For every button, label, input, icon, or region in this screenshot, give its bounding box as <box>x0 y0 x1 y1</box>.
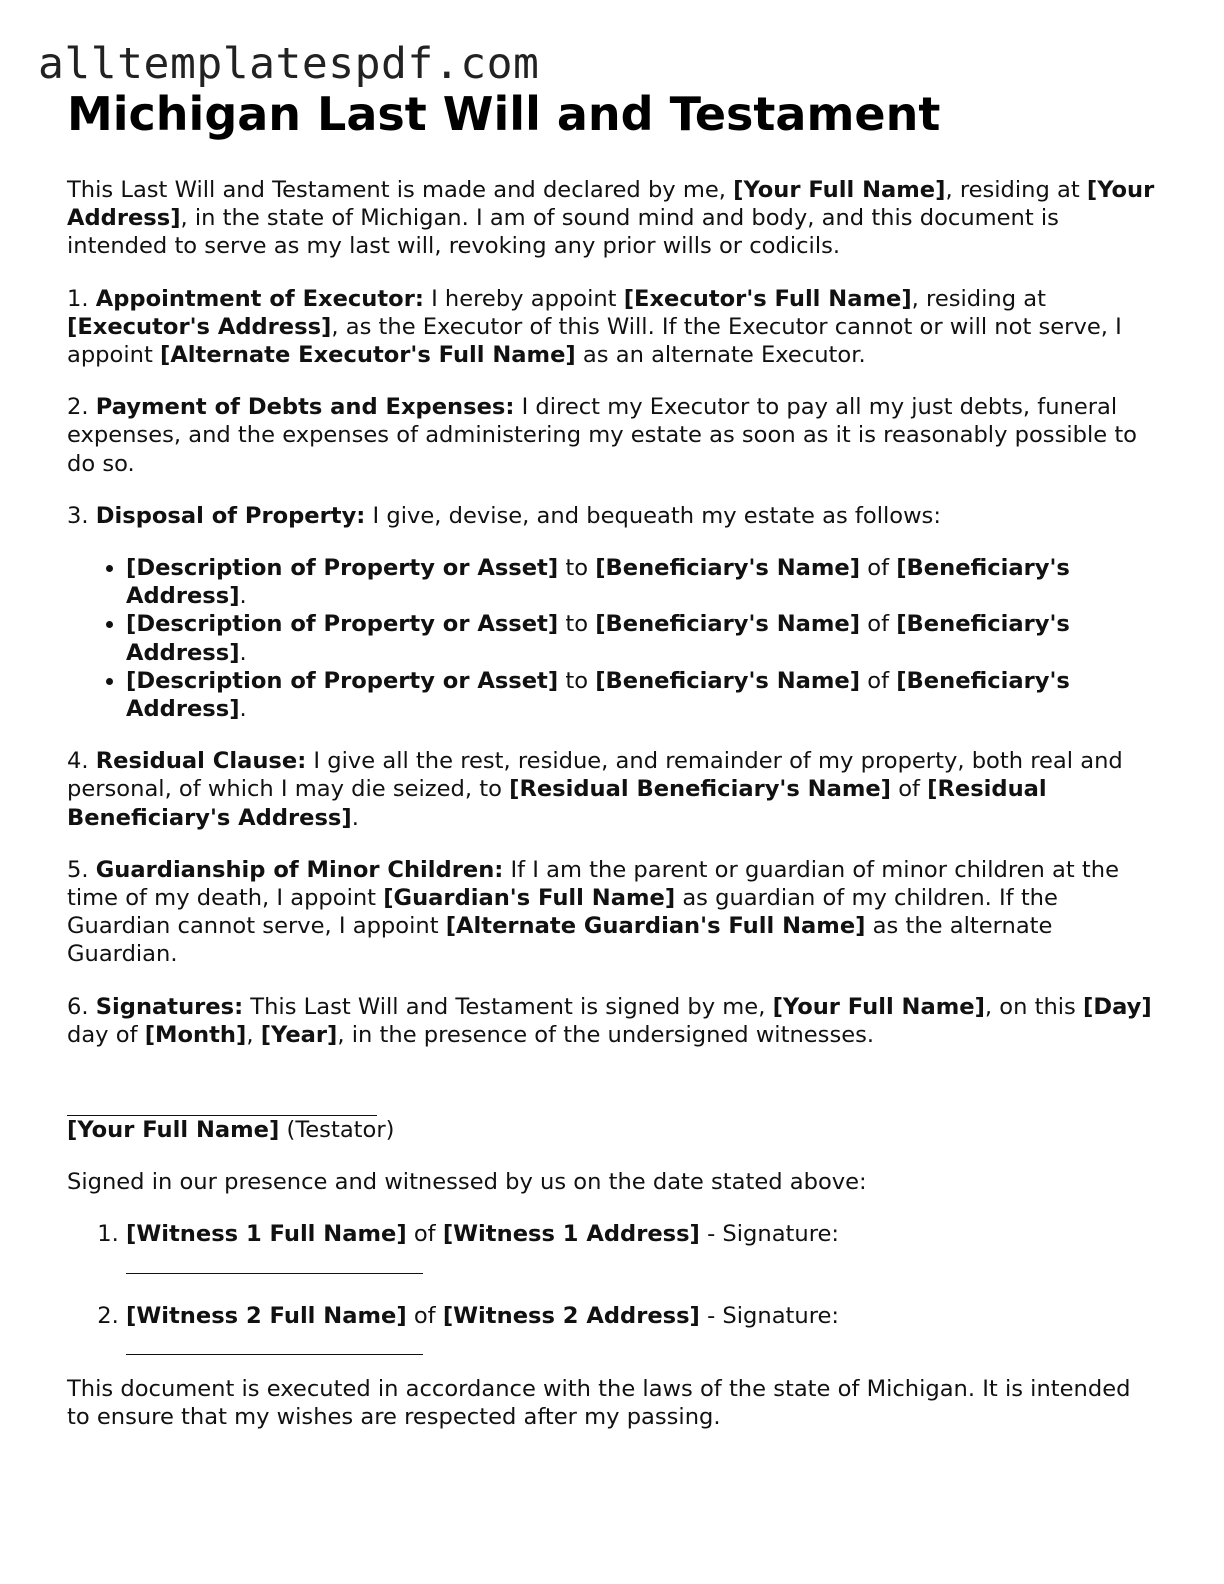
section-guardianship: 5. Guardianship of Minor Children: If I am the parent or guardian of minor children at the time of my death, I appoint [Guardian's Full Name] as guardian of my children. If the Guardian cannot serve, I appoint [Alternate Guardian's Full Name] as the alternate Guardian. <box>67 856 1119 968</box>
beneficiary-address-field: [Beneficiary's Address] <box>126 611 1070 666</box>
beneficiary-address-field: [Beneficiary's Address] <box>126 555 1070 610</box>
alternate-guardian-field: [Alternate Guardian's Full Name] <box>445 913 866 940</box>
witness-list <box>67 1220 1157 1354</box>
witness-name-field: [Witness 2 Full Name] <box>126 1302 407 1329</box>
watermark: alltemplatespdf.com <box>38 39 540 89</box>
testator-name-field: [Your Full Name] <box>733 177 946 203</box>
guardian-name-field: [Guardian's Full Name] <box>383 885 676 912</box>
section-executor: 1. Appointment of Executor: I hereby appoint [Executor's Full Name], residing at [Executor's Address], as the Executor of this Will. If the Executor cannot or will not serve, I appoint [Alternate Executor's Full Name] as an alternate Executor. <box>67 285 1122 369</box>
executor-name-field: [Executor's Full Name] <box>623 285 912 312</box>
bequest-item: • [Description of Property or Asset] to [Beneficiary's Name] of [Beneficiary's Address]. <box>126 554 1157 610</box>
witness-address-field: [Witness 2 Address] <box>442 1302 700 1329</box>
witness-intro: Signed in our presence and witnessed by us on the date stated above: <box>67 1169 867 1196</box>
testator-name-field: [Your Full Name] <box>67 1117 280 1144</box>
section-heading: Guardianship of Minor Children: <box>95 856 504 883</box>
section-residual: 4. Residual Clause: I give all the rest, residue, and remainder of my property, both real and personal, of which I may die seized, to [Residual Beneficiary's Name] of [Residual Beneficiary's Address]. <box>67 748 1123 831</box>
beneficiary-name-field: [Beneficiary's Name] <box>595 555 861 582</box>
closing-paragraph: This document is executed in accordance with the laws of the state of Michigan. It is intended to ensure that my wishes are respected after my passing. <box>67 1375 1131 1431</box>
executor-address-field: [Executor's Address] <box>67 313 332 340</box>
bequest-item: • [Description of Property or Asset] to [Beneficiary's Name] of [Beneficiary's Address]. <box>126 667 1157 723</box>
intro-paragraph: This Last Will and Testament is made and declared by me, [Your Full Name], residing at [Your Address], in the state of Michigan. I am of sound mind and body, and this document is intended to serve as my last will, revoking any prior wills or codicils. <box>67 177 1155 260</box>
beneficiary-name-field: [Beneficiary's Name] <box>595 667 861 694</box>
beneficiary-address-field: [Beneficiary's Address] <box>126 667 1070 723</box>
witness-item: 1. [Witness 1 Full Name] of [Witness 1 Address] - Signature: <box>126 1220 1157 1273</box>
alternate-executor-field: [Alternate Executor's Full Name] <box>160 342 576 369</box>
testator-signature-line[interactable] <box>67 1087 377 1116</box>
bequest-item: • [Description of Property or Asset] to [Beneficiary's Name] of [Beneficiary's Address]. <box>126 610 1157 666</box>
beneficiary-name-field: [Beneficiary's Name] <box>595 611 861 638</box>
property-description-field: [Description of Property or Asset] <box>126 667 559 694</box>
witness-signature-line[interactable] <box>126 1249 423 1274</box>
year-field: [Year] <box>260 1021 338 1048</box>
signer-name-field: [Your Full Name] <box>772 993 985 1020</box>
document-title: Michigan Last Will and Testament <box>67 87 941 141</box>
witness-signature-line[interactable] <box>126 1330 423 1355</box>
day-field: [Day] <box>1083 993 1152 1020</box>
witness-item: 2. [Witness 2 Full Name] of [Witness 2 Address] - Signature: <box>126 1302 1157 1355</box>
residual-beneficiary-name-field: [Residual Beneficiary's Name] <box>509 776 892 803</box>
section-heading: Payment of Debts and Expenses: <box>95 394 515 421</box>
section-heading: Disposal of Property: <box>95 502 366 529</box>
testator-signature-label: [Your Full Name] (Testator) <box>67 1117 395 1144</box>
section-heading: Residual Clause: <box>95 748 307 775</box>
property-description-field: [Description of Property or Asset] <box>126 611 559 638</box>
section-signatures: 6. Signatures: This Last Will and Testament is signed by me, [Your Full Name], on this [Day] day of [Month], [Year], in the presence of the undersigned witnesses. <box>67 993 1152 1048</box>
section-heading: Signatures: <box>95 993 244 1020</box>
residual-beneficiary-address-field: [Residual Beneficiary's Address] <box>67 776 1047 831</box>
witness-address-field: [Witness 1 Address] <box>442 1221 700 1248</box>
section-heading: Appointment of Executor: <box>95 285 424 312</box>
section-debts: 2. Payment of Debts and Expenses: I direct my Executor to pay all my just debts, funeral expenses, and the expenses of administering my estate as soon as it is reasonably possible to do so. <box>67 394 1138 477</box>
section-property: 3. Disposal of Property: I give, devise, and bequeath my estate as follows: <box>67 502 941 529</box>
will-document <box>67 84 1157 1431</box>
property-description-field: [Description of Property or Asset] <box>126 555 559 582</box>
testator-address-field: [Your Address] <box>67 177 1155 232</box>
bequest-list <box>67 554 1157 723</box>
witness-name-field: [Witness 1 Full Name] <box>126 1221 407 1248</box>
month-field: [Month] <box>144 1021 247 1048</box>
